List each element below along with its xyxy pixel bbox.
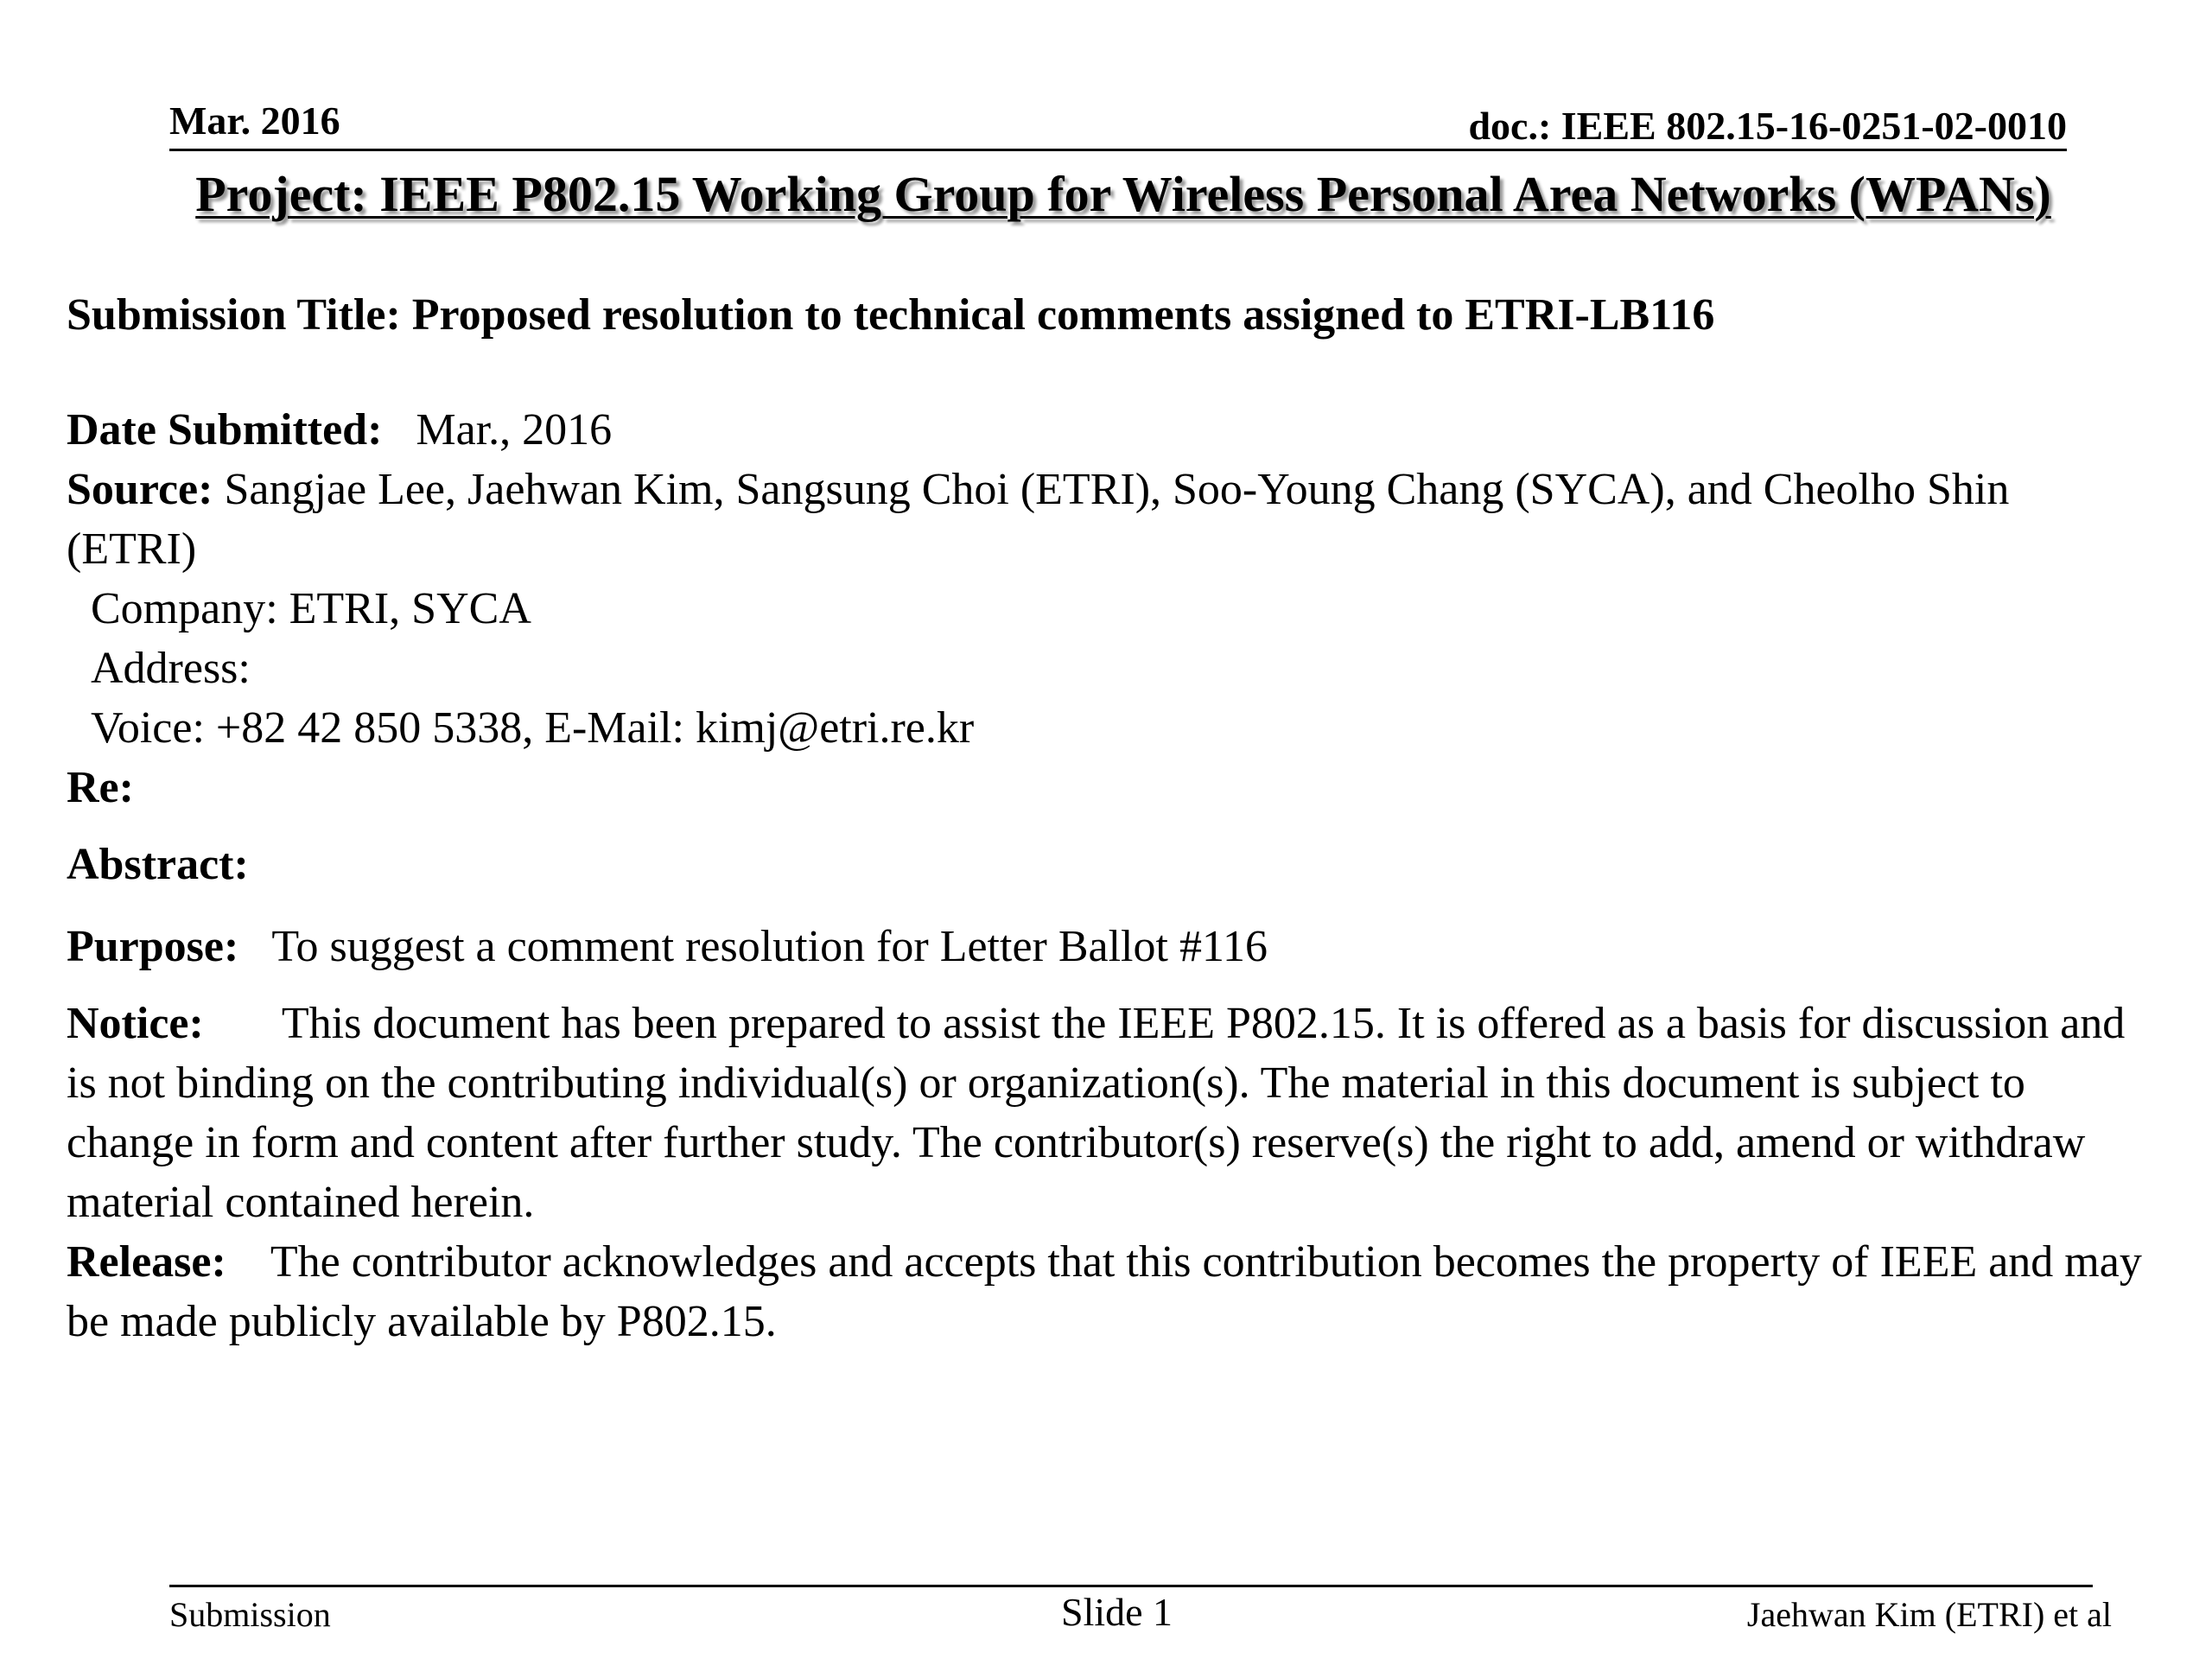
purpose-label: Purpose: (67, 922, 239, 971)
slide-body (67, 285, 2149, 1351)
notice-paragraph (67, 994, 2149, 1232)
footer-author: Jaehwan Kim (ETRI) et al (1746, 1595, 2112, 1634)
re-label: Re: (67, 763, 134, 812)
address-line: Address: (91, 644, 251, 693)
project-title: Project: IEEE P802.15 Working Group for Wireless Personal Area Networks (WPANs) (195, 166, 2051, 222)
footer-slide-number: Slide 1 (1061, 1590, 1173, 1634)
release-paragraph (67, 1232, 2149, 1351)
footer-divider (169, 1585, 2093, 1587)
submission-title: Submission Title: Proposed resolution to technical comments assigned to ETRI-LB116 (67, 290, 1715, 340)
source-label: Source: (67, 465, 213, 514)
voice-email-line: Voice: +82 42 850 5338, E-Mail: kimj@etri.re.kr (91, 703, 975, 753)
company-line: Company: ETRI, SYCA (91, 584, 531, 633)
date-submitted-value: Mar., 2016 (416, 405, 613, 454)
release-label: Release: (67, 1237, 226, 1287)
date-submitted-line (67, 400, 2149, 460)
release-text: The contributor acknowledges and accepts that this contribution becomes the property of IEEE and may be made publicly available by P802.15. (67, 1237, 2142, 1346)
purpose-line (67, 917, 2149, 976)
purpose-value: To suggest a comment resolution for Letter Ballot #116 (271, 922, 1268, 971)
footer-submission: Submission (169, 1595, 331, 1634)
header-date: Mar. 2016 (169, 99, 340, 143)
abstract-line (67, 835, 2149, 894)
source-value: Sangjae Lee, Jaehwan Kim, Sangsung Choi (ETRI), Soo-Young Chang (SYCA), and Cheolho Shin (ETRI) (67, 465, 2010, 574)
abstract-label: Abstract: (67, 840, 249, 889)
header-doc-id: doc.: IEEE 802.15-16-0251-02-0010 (1468, 104, 2067, 148)
date-submitted-label: Date Submitted: (67, 405, 383, 454)
notice-text: This document has been prepared to assist the IEEE P802.15. It is offered as a basis for discussion and is not binding on the contributing individual(s) or organization(s). The material in this document is subject to change in form and content after further study. The contributor(s) reserve(s) the right to add, amend or withdraw material contained herein. (67, 999, 2126, 1227)
notice-label: Notice: (67, 999, 204, 1048)
source-line (67, 460, 2149, 579)
header-divider (169, 149, 2067, 151)
re-line (67, 758, 2149, 817)
